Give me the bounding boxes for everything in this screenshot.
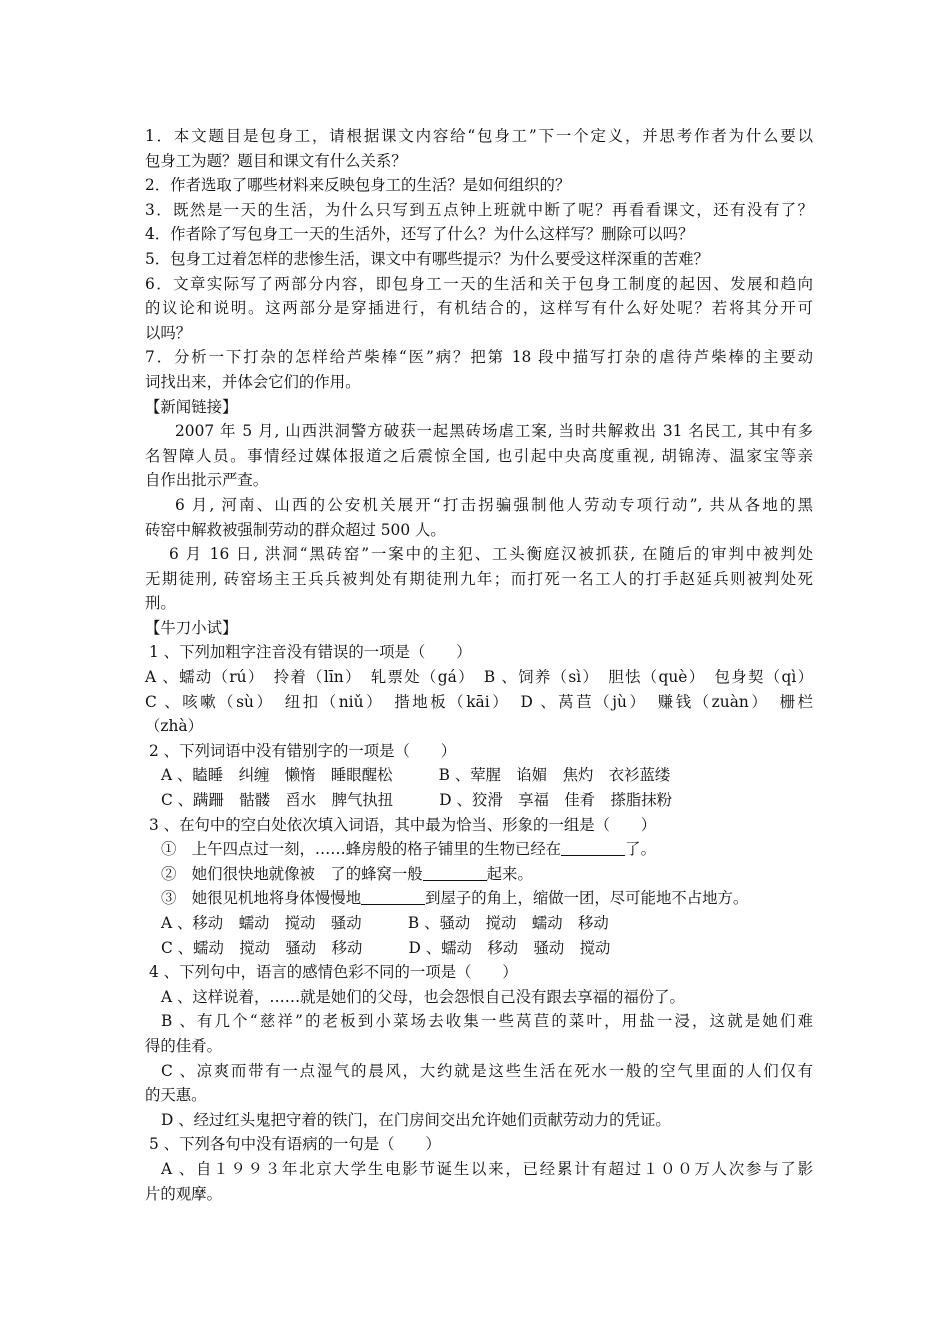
sentence-3-text: ③ 她很见机地将身体慢慢地 (161, 889, 362, 908)
quiz-q3-sentence-3 (145, 886, 813, 911)
news-p1-line-1: 2007 年 5 月, 山西洪洞警方破获一起黑砖场虐工案, 当时共解救出 31 名民工, 其中有多 (175, 422, 813, 441)
discussion-questions (145, 124, 813, 1206)
quiz-q3-stem: 3 、在句中的空白处依次填入词语，其中最为恰当、形象的一组是（ ） (149, 815, 657, 834)
quiz-heading: 【牛刀小试】 (145, 618, 238, 637)
question-2: 2．作者选取了哪些材料来反映包身工的生活？是如何组织的？ (145, 176, 571, 195)
question-1-line-1: 1．本文题目是包身工，请根据课文内容给“包身工”下一个定义，并思考作者为什么要以 (145, 127, 813, 145)
question-7-line-2: 词找出来，并体会它们的作用。 (145, 372, 361, 391)
news-heading: 【新闻链接】 (145, 397, 238, 416)
quiz-q1-options-ab: A 、蠕动（rú） 拎着（līn） 轧票处（gá） B 、饲养（sì） 胆怯（què） 包身契（qì） (145, 668, 813, 687)
quiz-q4-option-b-line-2: 得的佳肴。 (145, 1036, 222, 1055)
quiz-q5-stem: 5 、下列各句中没有语病的一句是（ ） (149, 1135, 441, 1154)
question-7-line-1: 7．分析一下打杂的怎样给芦柴棒“医”病？把第 18 段中描写打杂的虐待芦柴棒的主要动 (145, 348, 813, 367)
quiz-q1-options-cd-cont: （zhà） (145, 717, 203, 736)
news-p2-line-1: 6 月, 河南、山西的公安机关展开“打击拐骗强制他人劳动专项行动”, 共从各地的黑 (175, 495, 813, 514)
quiz-q2-options-cd: C 、蹒跚 骷髅 舀水 脾气执扭 D 、狡滑 享福 佳肴 搽脂抹粉 (161, 791, 673, 810)
question-5: 5．包身工过着怎样的悲惨生活，课文中有哪些提示？为什么要受这样深重的苦难？ (145, 249, 709, 268)
quiz-q1-options-cd: C 、咳嗽（sù） 纽扣（niǔ） 揩地板（kāi） D 、莴苣（jù） 赚钱（zuàn） 栅栏 (145, 692, 813, 711)
question-6-line-3: 以吗？ (145, 323, 192, 342)
sentence-1-end: 了。 (625, 840, 656, 859)
question-1-line-2: 包身工为题？题目和课文有什么关系？ (145, 151, 407, 170)
sentence-2-end: 起来。 (486, 864, 533, 883)
question-6-line-2: 的议论和说明。这两部分是穿插进行，有机结合的，这样写有什么好处呢？若将其分开可 (145, 299, 813, 318)
quiz-q5-option-a-line-1: A 、自１９９３年北京大学生电影节诞生以来，已经累计有超过１００万人次参与了影 (161, 1159, 813, 1178)
quiz-q4-option-c-line-1: C 、凉爽而带有一点湿气的晨风，大约就是这些生活在死水一般的空气里面的人们仅有 (161, 1061, 813, 1080)
quiz-q4-option-a: A 、这样说着，……就是她们的父母，也会怨恨自己没有跟去享福的福份了。 (161, 987, 685, 1006)
quiz-q3-options-cd: C 、蠕动 搅动 骚动 移动 D 、蠕动 移动 骚动 搅动 (161, 938, 611, 957)
quiz-q4-option-d: D 、经过红头鬼把守着的铁门，在门房间交出允许她们贡献劳动力的凭证。 (161, 1110, 671, 1129)
question-4: 4．作者除了写包身工一天的生活外，还写了什么？为什么这样写？删除可以吗？ (145, 225, 694, 244)
news-p1-line-2: 名智障人员。事情经过媒体报道之后震惊全国, 也引起中央高度重视, 胡锦涛、温家宝等亲 (145, 446, 813, 465)
quiz-q2-options-ab: A 、瞌睡 纠缠 懒惰 睡眼醒松 B 、荤腥 谄媚 焦灼 衣衫蓝缕 (161, 766, 671, 785)
quiz-q5-option-a-line-2: 片的观摩。 (145, 1184, 222, 1203)
question-3: 3．既然是一天的生活，为什么只写到五点钟上班就中断了呢？再看看课文，还有没有了？ (145, 200, 813, 219)
fill-blank (561, 839, 625, 856)
quiz-q4-option-c-line-2: 的天惠。 (145, 1086, 207, 1105)
quiz-q3-options-ab: A 、移动 蠕动 搅动 骚动 B 、骚动 搅动 蠕动 移动 (161, 914, 609, 932)
quiz-q2-stem: 2 、下列词语中没有错别字的一项是（ ） (149, 741, 457, 760)
news-p3-line-2: 无期徒刑, 砖窑场主王兵兵被判处有期徒刑九年；而打死一名工人的打手赵延兵则被判处死 (145, 569, 813, 588)
fill-blank (423, 864, 487, 881)
news-p3-line-3: 刑。 (145, 594, 176, 613)
quiz-q3-sentence-1 (145, 837, 813, 862)
quiz-q3-sentence-2 (145, 862, 813, 887)
news-p1-line-3: 自作出批示严查。 (145, 471, 269, 490)
sentence-3-end: 到屋子的角上，缩做一团，尽可能地不占地方。 (425, 889, 749, 908)
sentence-1-text: ① 上午四点过一刻，……蜂房般的格子铺里的生物已经在 (161, 840, 562, 859)
question-6-line-1: 6．文章实际写了两部分内容，即包身工一天的生活和关于包身工制度的起因、发展和趋向 (145, 274, 813, 293)
fill-blank (361, 888, 425, 905)
sentence-2-text: ② 她们很快地就像被 了的蜂窝一般 (161, 864, 423, 883)
quiz-q4-stem: 4 、下列句中，语言的感情色彩不同的一项是（ ） (149, 963, 518, 982)
quiz-q4-option-b-line-1: B 、有几个“慈祥”的老板到小菜场去收集一些莴苣的菜叶，用盐一浸，这就是她们难 (161, 1012, 813, 1031)
news-p2-line-2: 砖窑中解救被强制劳动的群众超过 500 人。 (145, 520, 446, 539)
news-p3-line-1: 6 月 16 日, 洪洞“黑砖窑”一案中的主犯、工头衡庭汉被抓获, 在随后的审判中被判处 (169, 545, 813, 564)
quiz-q1-stem: 1 、下列加粗字注音没有错误的一项是（ ） (149, 643, 472, 662)
